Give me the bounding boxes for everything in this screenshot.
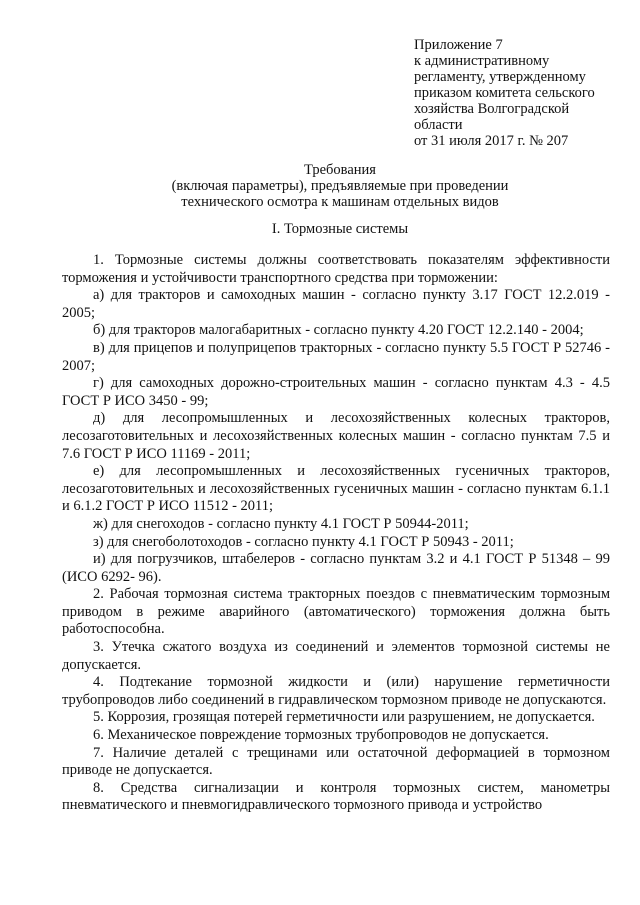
document-body (62, 252, 610, 815)
paragraph: и) для погрузчиков, штабелеров - согласно пунктам 3.2 и 4.1 ГОСТ Р 51348 – 99 (ИСО 6292- 96). (62, 551, 610, 585)
heading-subtitle: (включая параметры), предъявляемые при проведении (171, 178, 509, 194)
paragraph: 1. Тормозные системы должны соответствовать показателям эффективности торможения и устойчивости транспортного средства при торможении: (62, 252, 610, 286)
paragraph: 7. Наличие деталей с трещинами или остаточной деформацией в тормозном приводе не допускается. (62, 744, 610, 779)
appendix-line: Приложение 7 (414, 37, 503, 53)
paragraph: 4. Подтекание тормозной жидкости и (или) нарушение герметичности трубопроводов либо соединений в гидравлическом тормозном приводе не допускаются. (62, 674, 610, 708)
paragraph: з) для снегоболотоходов - согласно пункту 4.1 ГОСТ Р 50943 - 2011; (93, 533, 514, 550)
paragraph: 2. Рабочая тормозная система тракторных поездов с пневматическим тормозным приводом в режиме аварийного (автоматического) торможения должна быть работоспособна. (62, 586, 610, 638)
paragraph: а) для тракторов и самоходных машин - согласно пункту 3.17 ГОСТ 12.2.019 - 2005; (62, 287, 610, 321)
paragraph: ж) для снегоходов - согласно пункту 4.1 ГОСТ Р 50944-2011; (93, 515, 469, 532)
appendix-line: от 31 июля 2017 г. № 207 (414, 133, 569, 149)
appendix-line: приказом комитета сельского (414, 85, 595, 101)
heading-title: Требования (304, 162, 376, 178)
document-heading (140, 162, 540, 210)
appendix-line: хозяйства Волгоградской (414, 101, 570, 117)
appendix-header (414, 37, 634, 149)
paragraph: 5. Коррозия, грозящая потерей герметичности или разрушением, не допускается. (93, 709, 595, 726)
appendix-line: области (414, 117, 463, 133)
paragraph: д) для лесопромышленных и лесохозяйственных колесных тракторов, лесозаготовительных и лесохозяйственных колесных машин - согласно пунктам 7.5 и 7.6 ГОСТ Р ИСО 11169 - 2011; (62, 410, 610, 462)
appendix-line: регламенту, утвержденному (414, 69, 586, 85)
paragraph: 3. Утечка сжатого воздуха из соединений и элементов тормозной системы не допускается. (62, 639, 610, 673)
paragraph: 6. Механическое повреждение тормозных трубопроводов не допускается. (93, 727, 549, 744)
paragraph: г) для самоходных дорожно-строительных машин - согласно пунктам 4.3 - 4.5 ГОСТ Р ИСО 3450 - 99; (62, 375, 610, 409)
paragraph: б) для тракторов малогабаритных - согласно пункту 4.20 ГОСТ 12.2.140 - 2004; (93, 322, 584, 339)
section-title: I. Тормозные системы (271, 221, 409, 237)
heading-subtitle: технического осмотра к машинам отдельных видов (181, 194, 499, 210)
appendix-line: к административному (414, 53, 550, 69)
paragraph: е) для лесопромышленных и лесохозяйственных гусеничных тракторов, лесозаготовительных и лесохозяйственных гусеничных машин - согласно пунктам 6.1.1 и 6.1.2 ГОСТ Р ИСО 11512 - 2011; (62, 463, 610, 515)
paragraph: 8. Средства сигнализации и контроля тормозных систем, манометры пневматического и пневмогидравлического тормозного привода и устройство (62, 779, 610, 814)
paragraph: в) для прицепов и полуприцепов тракторных - согласно пункту 5.5 ГОСТ Р 52746 - 2007; (62, 339, 610, 374)
